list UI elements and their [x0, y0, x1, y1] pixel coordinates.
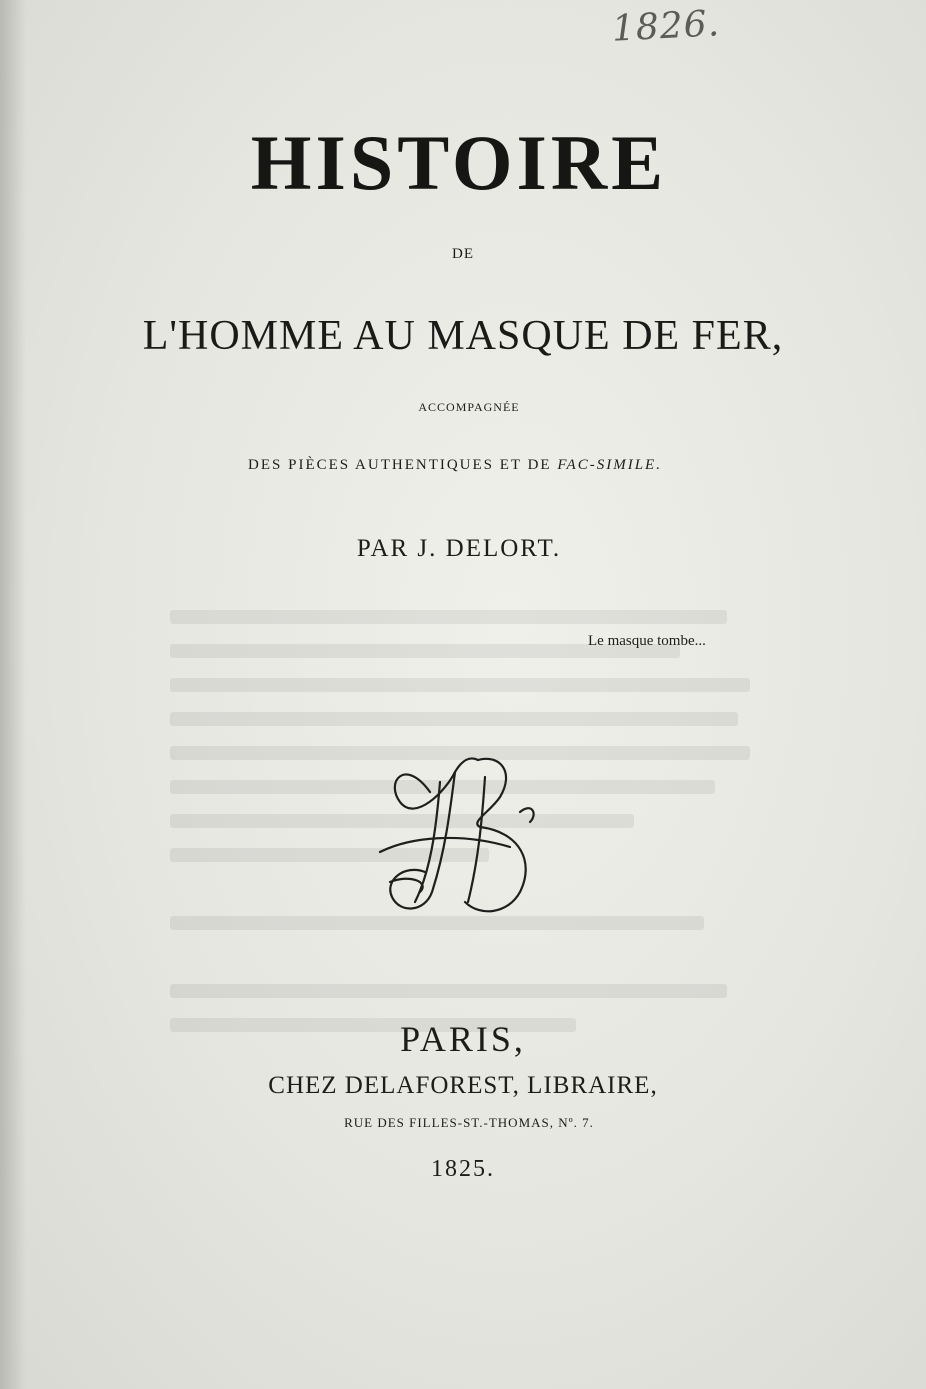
imprint-city: PARIS,	[400, 1019, 526, 1059]
fac-simile-text: FAC-SIMILE.	[557, 457, 662, 473]
imprint-year: 1825.	[431, 1156, 495, 1182]
author-line: PAR J. DELORT.	[356, 535, 562, 562]
epigraph: Le masque tombe...	[588, 633, 706, 649]
book-subtitle: L'HOMME AU MASQUE DE FER,	[142, 313, 784, 359]
title-connector: DE	[452, 246, 474, 262]
monogram-seal	[370, 752, 546, 922]
pieces-text: DES PIÈCES AUTHENTIQUES ET DE	[248, 457, 558, 473]
accompaniment-line: ACCOMPAGNÉE	[418, 400, 520, 414]
imprint-address: RUE DES FILLES-ST.-THOMAS, Nº. 7.	[344, 1115, 594, 1130]
pieces-line	[0, 457, 918, 474]
handwritten-annotation: 1826.	[611, 3, 722, 50]
book-title: HISTOIRE	[250, 119, 668, 206]
imprint-publisher: CHEZ DELAFOREST, LIBRAIRE,	[268, 1072, 658, 1099]
